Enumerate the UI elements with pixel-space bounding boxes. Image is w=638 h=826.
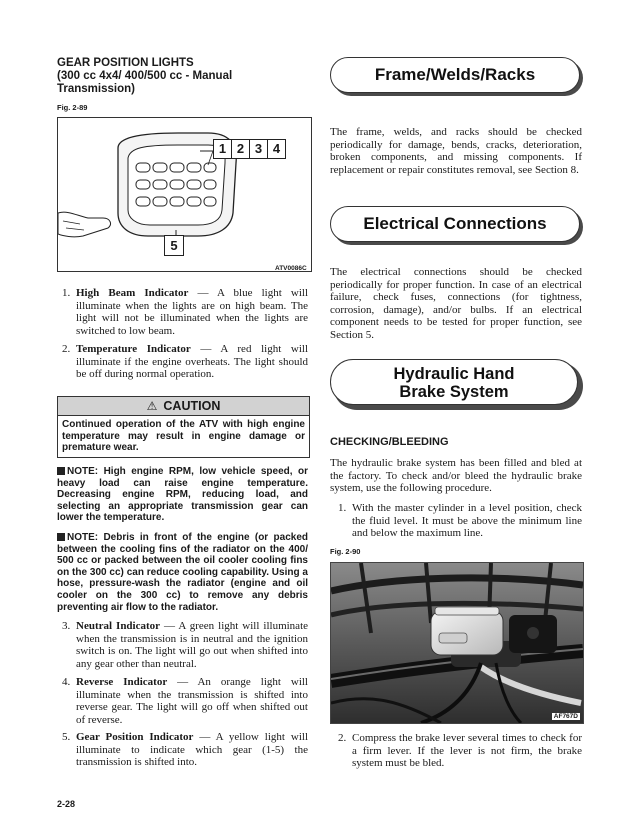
frame-paragraph: The frame, welds, and racks should be checked periodically for damage, bends, cracks, deterioration, broken components, and missing components. If replacement or repair constitutes removal, see Section 8.: [330, 126, 582, 176]
step-1: [338, 502, 582, 540]
figure-brake-master-cylinder: [330, 562, 584, 724]
list-number: 1.: [338, 502, 347, 514]
section-title-line: GEAR POSITION LIGHTS: [57, 57, 194, 69]
note-marker-icon: [57, 467, 65, 475]
item-text: — A blue light will illuminate when the lights are on high beam. The light will not be illuminated when the lights are switched to low beam.: [76, 287, 308, 337]
heading-line: Brake System: [399, 383, 509, 401]
item-text: — A green light will illuminate when the transmission is in neutral and the ignition switch is on. The light will go out when shifted into any gear other than neutral.: [76, 620, 309, 670]
section-title-line: (300 cc 4x4/ 400/500 cc - Manual: [57, 70, 233, 82]
figure-label: Fig. 2-90: [330, 547, 361, 556]
item-term: Neutral Indicator: [76, 620, 161, 632]
callout-box-2: 2: [232, 139, 250, 159]
note-text: NOTE: Debris in front of the engine (or packed between the cooling fins of the radiator on the 400/ 500 cc or packed between the oil cooler cooling fins on the 300 cc) can reduce cooling capability. Using a hose, pressure-wash the radiator (engine and oil cooler on the 300 cc) to remove any debris preventing air flow to the radiator.: [57, 532, 308, 613]
item-text: — An orange light will illuminate when the transmission is shifted into reverse gear. The light will go off when shifted out of reverse.: [76, 676, 308, 726]
caution-box: [57, 396, 310, 458]
list-item-reverse: [62, 676, 308, 726]
electrical-paragraph: The electrical connections should be checked periodically for proper function. In case of an electrical failure, check fuses, connections (for tightness, corrosion, damage), and/or bulbs. If an electrical component needs to be tested for proper function, see Section 5.: [330, 266, 582, 341]
list-number: 4.: [62, 676, 71, 688]
list-number: 2.: [62, 343, 71, 355]
note-engine-rpm: [57, 466, 308, 524]
figure-code: AF767D: [553, 713, 578, 720]
item-term: Gear Position Indicator: [76, 731, 194, 743]
heading-hydraulic-hand-brake: [330, 359, 578, 405]
note-debris: [57, 532, 308, 613]
item-term: Reverse Indicator: [76, 676, 168, 688]
list-item-high-beam: [62, 287, 308, 337]
item-term: High Beam Indicator: [76, 287, 189, 299]
list-number: 5.: [62, 731, 71, 743]
caution-text: Continued operation of the ATV with high engine temperature may result in engine damage or premature wear.: [62, 419, 305, 453]
callout-group: [213, 139, 286, 159]
callout-box-3: 3: [250, 139, 268, 159]
list-number: 1.: [62, 287, 71, 299]
note-text: NOTE: High engine RPM, low vehicle speed, or heavy load can raise engine temperature. Decreasing engine RPM, reducing load, and selecting an appropriate transmission gear can lower the temperature.: [57, 466, 308, 524]
list-item-gear-position: [62, 731, 308, 769]
heading-electrical-connections: Electrical Connections: [330, 206, 580, 242]
item-term: Temperature Indicator: [76, 343, 191, 355]
brake-photo-illustration: [331, 563, 583, 723]
caution-heading: CAUTION: [163, 399, 221, 413]
list-number: 3.: [62, 620, 71, 632]
heading-frame-welds-racks: Frame/Welds/Racks: [330, 57, 580, 93]
caution-header: [58, 397, 309, 416]
figure-label: Fig. 2-89: [57, 103, 88, 112]
callout-box-1: 1: [213, 139, 232, 159]
figure-code: ATV0086C: [275, 265, 307, 272]
item-text: — A red light will illuminate if the engine overheats. The light should be off during normal operation.: [76, 343, 308, 381]
step-text: With the master cylinder in a level position, check the fluid level. It must be above the minimum line and below the maximum line.: [352, 502, 582, 540]
warning-triangle-icon: ⚠: [146, 399, 158, 413]
figure-gear-lights: [57, 117, 312, 272]
step-text: Compress the brake lever several times to check for a firm lever. If the lever is not firm, the brake system must be bled.: [352, 732, 582, 770]
item-text: — A yellow light will illuminate to indicate which gear (1-5) the transmission is shifted into.: [76, 731, 309, 769]
page-number: 2-28: [57, 799, 76, 809]
section-title-line: Transmission): [57, 83, 135, 95]
checking-paragraph: The hydraulic brake system has been filled and bled at the factory. To check and/or bleed the hydraulic brake system, use the following procedure.: [330, 457, 582, 495]
heading-line: Hydraulic Hand: [393, 365, 515, 383]
list-number: 2.: [338, 732, 347, 744]
subheading-checking-bleeding: CHECKING/BLEEDING: [330, 436, 449, 448]
callout-box-5: 5: [164, 235, 184, 256]
list-item-temperature: [62, 343, 308, 381]
note-marker-icon: [57, 533, 65, 541]
list-item-neutral: [62, 620, 308, 670]
step-2: [338, 732, 582, 770]
section-title: [57, 57, 297, 96]
callout-box-4: 4: [268, 139, 286, 159]
